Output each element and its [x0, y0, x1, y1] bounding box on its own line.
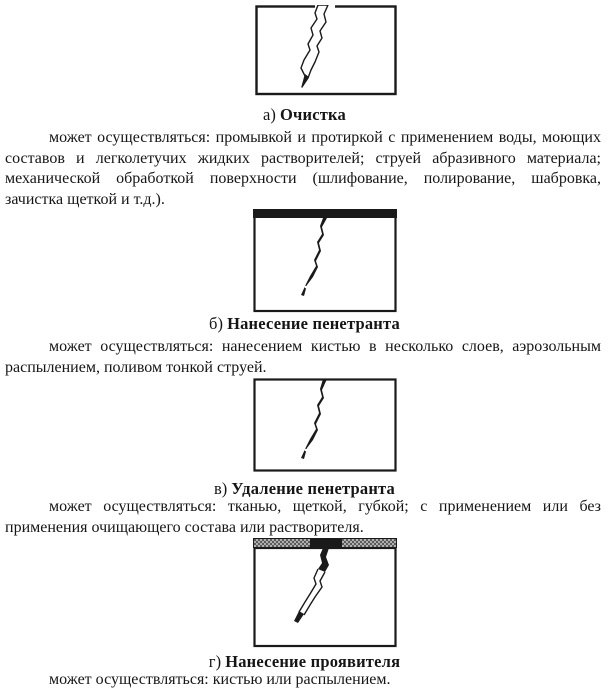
specimen-diagram-developer-applied: [253, 538, 397, 648]
paragraph-line: механической обработкой поверхности (шлифование, полирование, шабровка,: [5, 170, 601, 187]
figure-a-cleaning: [255, 5, 397, 96]
caption-v-title: Удаление пенетранта: [231, 479, 395, 498]
paragraph-line: зачистка щеткой и т.д.).: [5, 190, 165, 208]
paragraph-line: распылением, поливом тонкой струей.: [5, 358, 267, 376]
caption-g-title: Нанесение проявителя: [225, 652, 401, 671]
caption-b-prefix: б): [209, 314, 223, 333]
caption-g: [0, 653, 609, 671]
paragraph-line: может осуществляться: нанесением кистью в несколько слоев, аэрозольным: [49, 338, 601, 355]
paragraph-line: составов и легколетучих жидких растворителей; струей абразивного материала;: [5, 149, 601, 167]
penetrant-layer: [253, 209, 397, 218]
specimen-box: [255, 213, 396, 311]
paragraph-line: применения очищающего состава или растворителя.: [5, 518, 364, 536]
paragraph-line: может осуществляться: тканью, щеткой, губкой; с применением или без: [49, 498, 601, 515]
caption-g-prefix: г): [208, 652, 222, 671]
paragraph-v: [5, 497, 601, 538]
crack-speck: [305, 449, 308, 452]
indication-mark: [310, 538, 342, 548]
paragraph-a: [5, 128, 601, 210]
figure-b-penetrant-application: [253, 209, 397, 313]
paragraph-line: может осуществляться: кистью или распылением.: [49, 671, 391, 688]
caption-a: [0, 106, 609, 124]
figure-g-developer-application: [253, 538, 397, 648]
caption-v: [0, 480, 609, 498]
caption-a-prefix: а): [263, 105, 276, 124]
crack-speck: [305, 286, 308, 289]
specimen-diagram-penetrant-removed: [253, 378, 397, 472]
figure-v-penetrant-removal: [253, 378, 397, 472]
paragraph-b: [5, 337, 601, 378]
caption-a-title: Очистка: [279, 105, 346, 124]
caption-b-title: Нанесение пенетранта: [227, 314, 400, 333]
specimen-diagram-open-crack: [255, 5, 397, 96]
paragraph-g: [5, 670, 601, 691]
caption-b: [0, 315, 609, 333]
specimen-box: [255, 380, 396, 471]
caption-v-prefix: в): [214, 479, 228, 498]
paragraph-line: может осуществляться: промывкой и протиркой с применением воды, моющих: [49, 129, 601, 146]
specimen-diagram-penetrant-applied: [253, 209, 397, 313]
